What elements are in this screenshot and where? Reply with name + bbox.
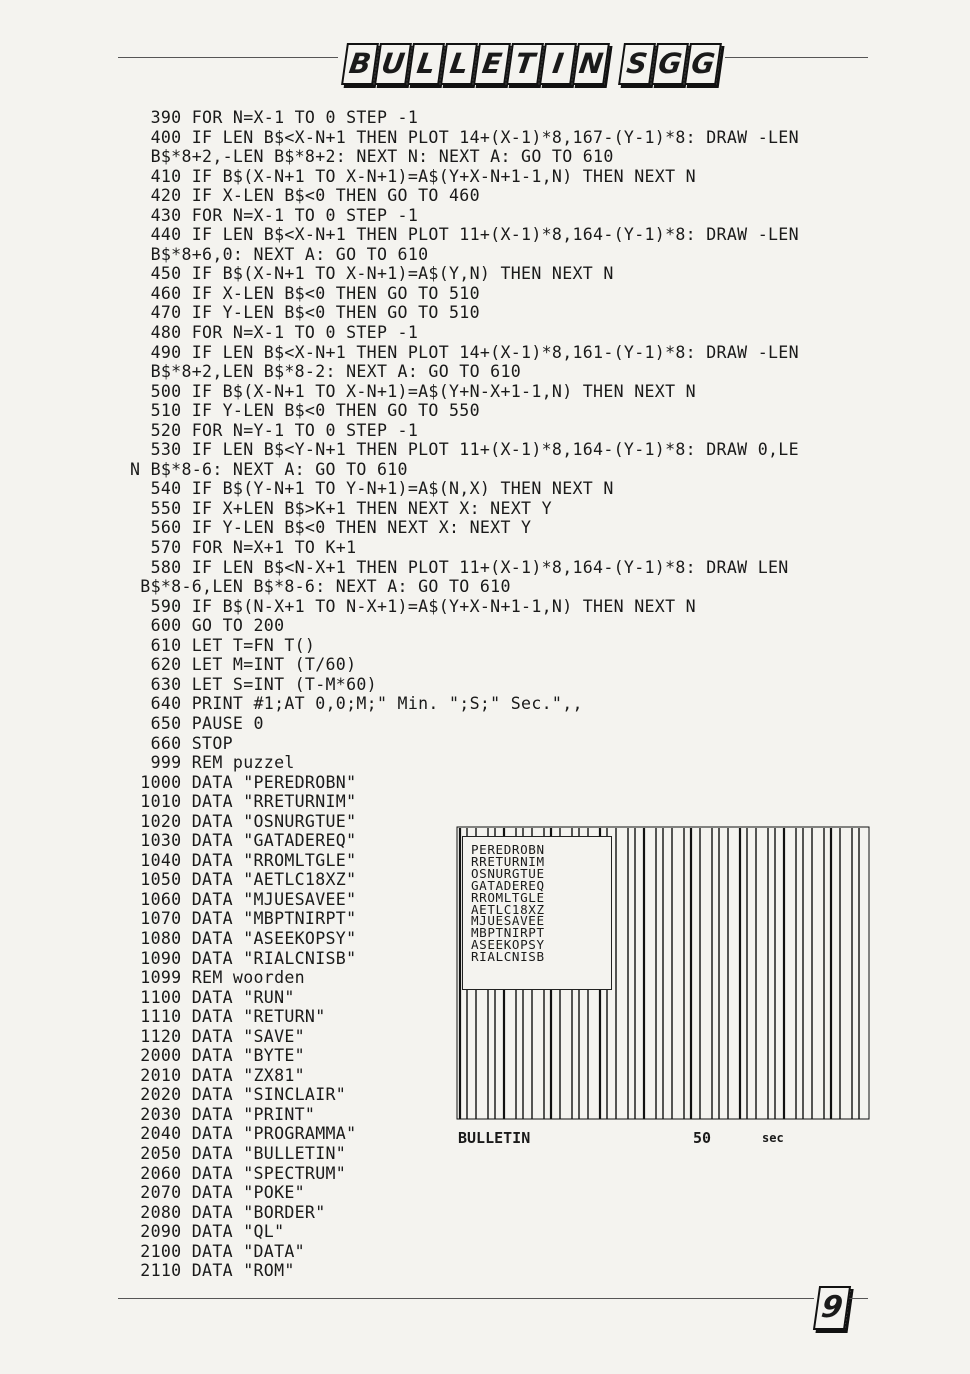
listing-line: 1030 DATA "GATADEREQ" — [130, 831, 357, 851]
listing-line: 1120 DATA "SAVE" — [130, 1026, 305, 1046]
grid-row: AETLC18XZ — [471, 901, 545, 917]
masthead-letter: L — [440, 43, 478, 85]
listing-line: 460 IF X-LEN B$<0 THEN GO TO 510 — [130, 283, 480, 303]
masthead-letter: N — [572, 43, 610, 85]
listing-line: 1110 DATA "RETURN" — [130, 1007, 326, 1027]
listing-line: 440 IF LEN B$<X-N+1 THEN PLOT 11+(X-1)*8,164-(Y-1)*8: DRAW -LEN — [130, 225, 799, 245]
listing-line: 560 IF Y-LEN B$<0 THEN NEXT X: NEXT Y — [130, 518, 532, 538]
masthead-word-bulletin — [344, 43, 607, 85]
grid-row: ASEEKOPSY — [471, 937, 545, 953]
grid-row: RIALCNISB — [471, 949, 545, 965]
listing-line: B$*8+2,LEN B$*8-2: NEXT A: GO TO 610 — [130, 362, 522, 382]
masthead — [338, 40, 725, 88]
listing-line: 640 PRINT #1;AT 0,0;M;" Min. ";S;" Sec.",, — [130, 694, 583, 714]
page-number: 9 — [813, 1286, 851, 1330]
listing-line: N B$*8-6: NEXT A: GO TO 610 — [130, 459, 408, 479]
listing-line: 2100 DATA "DATA" — [130, 1241, 305, 1261]
grid-row: MBPTNIRPT — [471, 925, 545, 941]
letter-grid-panel — [462, 836, 612, 990]
listing-line: 2040 DATA "PROGRAMMA" — [130, 1124, 357, 1144]
masthead-word-sgg — [621, 43, 719, 85]
listing-line: 430 FOR N=X-1 TO 0 STEP -1 — [130, 205, 419, 225]
listing-line: 610 LET T=FN T() — [130, 635, 316, 655]
listing-line: 580 IF LEN B$<N-X+1 THEN PLOT 11+(X-1)*8,164-(Y-1)*8: DRAW LEN — [130, 557, 789, 577]
listing-line: 1010 DATA "RRETURNIM" — [130, 792, 357, 812]
listing-line: B$*8+2,-LEN B$*8+2: NEXT N: NEXT A: GO TO 610 — [130, 147, 614, 167]
listing-line: 400 IF LEN B$<X-N+1 THEN PLOT 14+(X-1)*8,167-(Y-1)*8: DRAW -LEN — [130, 127, 799, 147]
masthead-letter: S — [618, 43, 656, 85]
listing-line: 1100 DATA "RUN" — [130, 987, 295, 1007]
listing-line: 2020 DATA "SINCLAIR" — [130, 1085, 347, 1105]
listing-line: B$*8-6,LEN B$*8-6: NEXT A: GO TO 610 — [130, 577, 511, 597]
masthead-letter: L — [407, 43, 445, 85]
listing-line: 520 FOR N=Y-1 TO 0 STEP -1 — [130, 420, 419, 440]
masthead-letter: T — [506, 43, 544, 85]
listing-line: 390 FOR N=X-1 TO 0 STEP -1 — [130, 108, 419, 127]
listing-line: 450 IF B$(X-N+1 TO X-N+1)=A$(Y,N) THEN NEXT N — [130, 264, 614, 284]
listing-line: 2010 DATA "ZX81" — [130, 1065, 305, 1085]
masthead-letter: B — [341, 43, 379, 85]
listing-line: 490 IF LEN B$<X-N+1 THEN PLOT 14+(X-1)*8,161-(Y-1)*8: DRAW -LEN — [130, 342, 799, 362]
status-seconds-unit: sec — [762, 1131, 784, 1145]
listing-line: 480 FOR N=X-1 TO 0 STEP -1 — [130, 323, 419, 343]
listing-line: 2080 DATA "BORDER" — [130, 1202, 326, 1222]
listing-line: 2110 DATA "ROM" — [130, 1261, 295, 1281]
listing-line: 600 GO TO 200 — [130, 616, 285, 636]
grid-row: RRETURNIM — [471, 853, 545, 869]
masthead-letter: I — [539, 43, 577, 85]
masthead-letter: U — [374, 43, 412, 85]
listing-line: 530 IF LEN B$<Y-N+1 THEN PLOT 11+(X-1)*8,164-(Y-1)*8: DRAW 0,LE — [130, 440, 799, 460]
listing-line: 470 IF Y-LEN B$<0 THEN GO TO 510 — [130, 303, 480, 323]
footer-rule — [118, 1298, 814, 1299]
listing-line: 2030 DATA "PRINT" — [130, 1104, 316, 1124]
listing-line: 500 IF B$(X-N+1 TO X-N+1)=A$(Y+N-X+1-1,N) THEN NEXT N — [130, 381, 696, 401]
listing-line: 1040 DATA "RROMLTGLE" — [130, 850, 357, 870]
listing-line: 2060 DATA "SPECTRUM" — [130, 1163, 347, 1183]
listing-line: 1080 DATA "ASEEKOPSY" — [130, 928, 357, 948]
listing-line: 650 PAUSE 0 — [130, 713, 264, 733]
listing-line: B$*8+6,0: NEXT A: GO TO 610 — [130, 244, 429, 264]
listing-line: 1050 DATA "AETLC18XZ" — [130, 870, 357, 890]
grid-row: GATADEREQ — [471, 877, 545, 893]
listing-line: 2000 DATA "BYTE" — [130, 1046, 305, 1066]
masthead-letter: E — [473, 43, 511, 85]
listing-line: 1070 DATA "MBPTNIRPT" — [130, 909, 357, 929]
listing-line: 570 FOR N=X+1 TO K+1 — [130, 538, 357, 558]
grid-row: PEREDROBN — [471, 842, 545, 857]
listing-line: 2090 DATA "QL" — [130, 1222, 285, 1242]
status-word: BULLETIN — [458, 1129, 531, 1147]
listing-line: 1099 REM woorden — [130, 968, 305, 988]
letter-grid — [471, 844, 545, 963]
masthead-letter: G — [651, 43, 689, 85]
listing-line: 630 LET S=INT (T-M*60) — [130, 674, 377, 694]
listing-line: 2070 DATA "POKE" — [130, 1183, 305, 1203]
listing-line: 660 STOP — [130, 733, 233, 753]
grid-row: RROMLTGLE — [471, 889, 545, 905]
listing-line: 420 IF X-LEN B$<0 THEN GO TO 460 — [130, 186, 480, 206]
grid-row: OSNURGTUE — [471, 865, 545, 881]
listing-line: 550 IF X+LEN B$>K+1 THEN NEXT X: NEXT Y — [130, 498, 552, 518]
screen-status-line — [458, 1129, 798, 1149]
listing-line: 590 IF B$(N-X+1 TO N-X+1)=A$(Y+X-N+1-1,N) THEN NEXT N — [130, 596, 696, 616]
listing-line: 2050 DATA "BULLETIN" — [130, 1143, 347, 1163]
footer-rule-end — [850, 1298, 868, 1299]
status-seconds-value: 50 — [693, 1129, 712, 1147]
masthead-letter: G — [684, 43, 722, 85]
screen-output-figure — [456, 826, 876, 1126]
listing-line: 540 IF B$(Y-N+1 TO Y-N+1)=A$(N,X) THEN NEXT N — [130, 479, 614, 499]
listing-line: 410 IF B$(X-N+1 TO X-N+1)=A$(Y+X-N+1-1,N) THEN NEXT N — [130, 166, 696, 186]
listing-line: 1060 DATA "MJUESAVEE" — [130, 889, 357, 909]
listing-line: 510 IF Y-LEN B$<0 THEN GO TO 550 — [130, 401, 480, 421]
grid-row: MJUESAVEE — [471, 913, 545, 929]
listing-line: 620 LET M=INT (T/60) — [130, 655, 357, 675]
listing-line: 1000 DATA "PEREDROBN" — [130, 772, 357, 792]
listing-line: 999 REM puzzel — [130, 753, 295, 773]
listing-line: 1090 DATA "RIALCNISB" — [130, 948, 357, 968]
listing-line: 1020 DATA "OSNURGTUE" — [130, 811, 357, 831]
